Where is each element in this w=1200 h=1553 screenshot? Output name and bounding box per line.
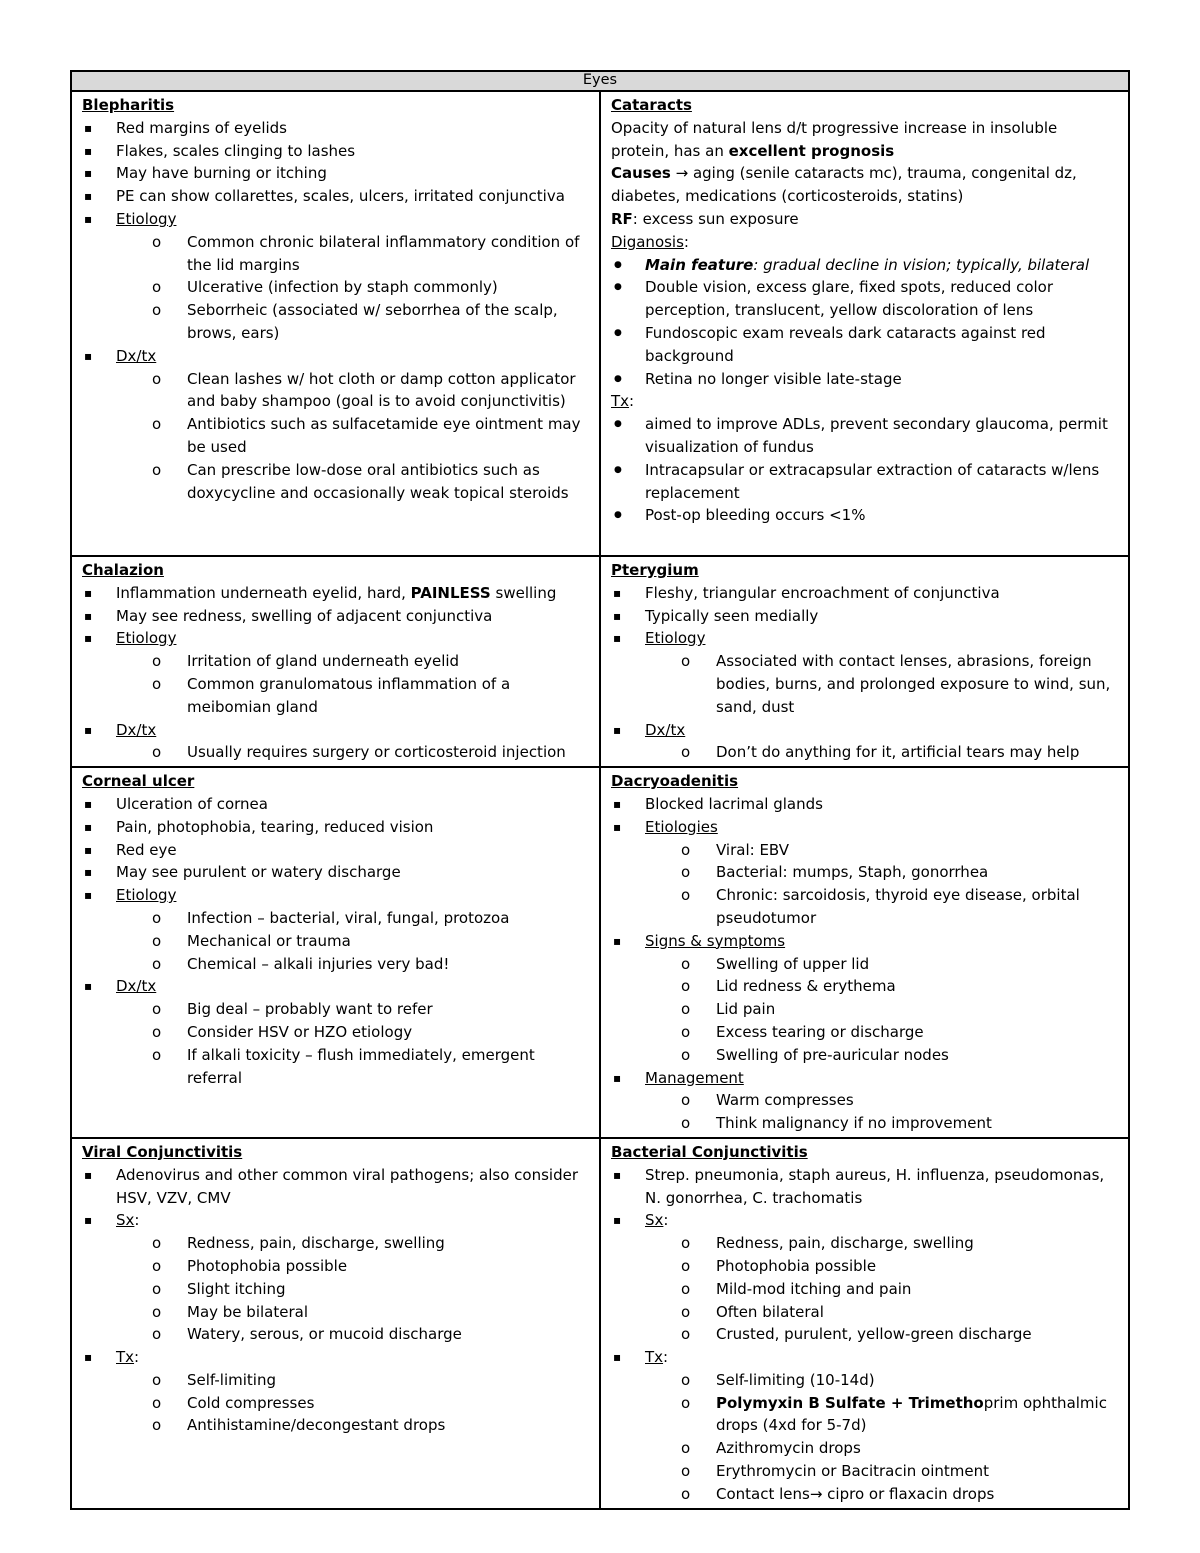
bacterial-conjunctivitis-cell [600, 1138, 1129, 1509]
sub-list-item: o Excess tearing or discharge [611, 1021, 1118, 1044]
sub-list-item: o If alkali toxicity – flush immediately, emergent referral [82, 1044, 589, 1090]
sx-label: Sx [116, 1211, 135, 1230]
sub-list-item: o Swelling of upper lid [611, 953, 1118, 976]
list-item: ● Intracapsular or extracapsular extraction of cataracts w/lens replacement [611, 459, 1118, 505]
viral-conjunctivitis-cell [71, 1138, 600, 1509]
list-item [611, 816, 1118, 839]
list-item [82, 719, 589, 742]
diagnosis-label: Diganosis [611, 232, 684, 251]
tx-label: Tx [645, 1348, 664, 1367]
etiology-label: Etiology [116, 629, 177, 648]
list-item: ▪ Typically seen medially [611, 605, 1118, 628]
sub-list-item: o Irritation of gland underneath eyelid [82, 650, 589, 673]
bacterial-conjunctivitis-title: Bacterial Conjunctivitis [611, 1142, 808, 1161]
list-item: ▪ Flakes, scales clinging to lashes [82, 140, 589, 163]
main-feature-text: : gradual decline in vision; typically, bilateral [753, 255, 1090, 274]
sub-list-item: o Crusted, purulent, yellow-green discharge [611, 1323, 1118, 1346]
sub-list-item: o Swelling of pre-auricular nodes [611, 1044, 1118, 1067]
main-feature-label: Main feature [645, 255, 754, 274]
list-item [82, 975, 589, 998]
list-item: ▪ Blocked lacrimal glands [611, 793, 1118, 816]
list-item: ▪ Ulceration of cornea [82, 793, 589, 816]
etiology-label: Etiology [116, 886, 177, 905]
sub-list-item: o Common granulomatous inflammation of a meibomian gland [82, 673, 589, 719]
list-item: ▪ PE can show collarettes, scales, ulcers, irritated conjunctiva [82, 185, 589, 208]
dacryoadenitis-cell [600, 767, 1129, 1138]
causes-label: Causes [611, 164, 671, 183]
sub-list-item: o Lid redness & erythema [611, 975, 1118, 998]
sub-list-item: o Viral: EBV [611, 839, 1118, 862]
signs-symptoms-label: Signs & symptoms [645, 931, 786, 950]
sub-list-item: o Lid pain [611, 998, 1118, 1021]
etiology-label: Etiology [116, 209, 177, 228]
rf-text: : excess sun exposure [632, 209, 799, 228]
viral-conjunctivitis-title: Viral Conjunctivitis [82, 1142, 243, 1161]
chalazion-title: Chalazion [82, 561, 164, 579]
cataracts-diagnosis-label: Diganosis: [611, 232, 689, 251]
plus-sign: + [885, 1393, 909, 1412]
list-item: ▪ Sx: [611, 1209, 1118, 1232]
sub-list-item: o Self-limiting [82, 1369, 589, 1392]
dxtx-label: Dx/tx [116, 346, 157, 365]
cataracts-cell [600, 91, 1129, 556]
list-item [82, 345, 589, 368]
sub-list-item: o Redness, pain, discharge, swelling [611, 1232, 1118, 1255]
list-item: ● Double vision, excess glare, fixed spots, reduced color perception, translucent, yellow discoloration of lens [611, 276, 1118, 322]
list-item [611, 627, 1118, 650]
sx-label: Sx [645, 1211, 664, 1230]
sub-list-item: o Mechanical or trauma [82, 930, 589, 953]
list-item: ▪ Tx: [611, 1346, 1118, 1369]
sub-list-item: o Don’t do anything for it, artificial tears may help [611, 741, 1118, 764]
intro-text: Opacity of natural lens d/t progressive increase in insoluble protein, has an [611, 118, 1058, 160]
dxtx-label: Dx/tx [116, 977, 157, 996]
sub-list-item: o Photophobia possible [82, 1255, 589, 1278]
causes-text: → aging (senile cataracts mc), trauma, congenital dz, diabetes, medications (corticosteroids, statins) [611, 164, 1077, 206]
drug-name-bold: Trimetho [908, 1393, 984, 1412]
cataracts-rf [611, 208, 1118, 231]
list-item: ● Retina no longer visible late-stage [611, 368, 1118, 391]
sub-list-item: o Common chronic bilateral inflammatory condition of the lid margins [82, 231, 589, 277]
list-item: ● aimed to improve ADLs, prevent secondary glaucoma, permit visualization of fundus [611, 413, 1118, 459]
item-text: Inflammation underneath eyelid, hard, [116, 583, 411, 602]
drug-name-bold: Polymyxin B Sulfate [716, 1393, 886, 1412]
sub-list-item: o Bacterial: mumps, Staph, gonorrhea [611, 861, 1118, 884]
list-item [82, 884, 589, 907]
list-item [82, 208, 589, 231]
list-item: ▪ Adenovirus and other common viral pathogens; also consider HSV, VZV, CMV [82, 1164, 589, 1210]
chalazion-cell [71, 556, 600, 767]
sub-list-item: o Chronic: sarcoidosis, thyroid eye disease, orbital pseudotumor [611, 884, 1118, 930]
sub-list-item: o Often bilateral [611, 1301, 1118, 1324]
list-item: ▪ May have burning or itching [82, 162, 589, 185]
list-item [611, 1067, 1118, 1090]
pterygium-title: Pterygium [611, 561, 699, 579]
sub-list-item: o Contact lens→ cipro or flaxacin drops [611, 1483, 1118, 1506]
list-item: ▪ Pain, photophobia, tearing, reduced vision [82, 816, 589, 839]
sub-list-item: o Ulcerative (infection by staph commonly) [82, 276, 589, 299]
sub-list-item: o Azithromycin drops [611, 1437, 1118, 1460]
item-text: swelling [490, 583, 557, 602]
sub-list-item [611, 1392, 1118, 1438]
list-item [611, 719, 1118, 742]
table-title: Eyes [71, 71, 1129, 91]
list-item [82, 582, 589, 605]
sub-list-item: o Redness, pain, discharge, swelling [82, 1232, 589, 1255]
blepharitis-title: Blepharitis [82, 96, 175, 114]
sub-list-item: o Cold compresses [82, 1392, 589, 1415]
painless-bold: PAINLESS [410, 583, 491, 602]
list-item [611, 930, 1118, 953]
sub-list-item: o May be bilateral [82, 1301, 589, 1324]
sub-list-item: o Seborrheic (associated w/ seborrhea of the scalp, brows, ears) [82, 299, 589, 345]
list-item: ● Post-op bleeding occurs <1% [611, 504, 1118, 527]
corneal-ulcer-title: Corneal ulcer [82, 772, 195, 791]
sub-list-item: o Antihistamine/decongestant drops [82, 1414, 589, 1437]
sub-list-item: o Consider HSV or HZO etiology [82, 1021, 589, 1044]
list-item: ● Fundoscopic exam reveals dark cataracts against red background [611, 322, 1118, 368]
sub-list-item: o Mild-mod itching and pain [611, 1278, 1118, 1301]
list-item: ▪ Tx: [82, 1346, 589, 1369]
sub-list-item: o Erythromycin or Bacitracin ointment [611, 1460, 1118, 1483]
list-item: ▪ Red margins of eyelids [82, 117, 589, 140]
sub-list-item: o Photophobia possible [611, 1255, 1118, 1278]
list-item: ▪ Red eye [82, 839, 589, 862]
list-item: ▪ Fleshy, triangular encroachment of conjunctiva [611, 582, 1118, 605]
cataracts-causes [611, 162, 1118, 208]
dxtx-label: Dx/tx [645, 720, 686, 739]
tx-label: Tx [116, 1348, 135, 1367]
list-item [82, 627, 589, 650]
intro-bold: excellent prognosis [728, 141, 895, 160]
sub-list-item: o Warm compresses [611, 1089, 1118, 1112]
sub-list-item: o Think malignancy if no improvement [611, 1112, 1118, 1135]
blepharitis-cell [71, 91, 600, 556]
sub-list-item: o Chemical – alkali injuries very bad! [82, 953, 589, 976]
sub-list-item: o Associated with contact lenses, abrasions, foreign bodies, burns, and prolonged exposure to wind, sun, sand, dust [611, 650, 1118, 718]
tx-label: Tx [611, 392, 630, 411]
list-item: ▪ May see redness, swelling of adjacent conjunctiva [82, 605, 589, 628]
list-item: ▪ Strep. pneumonia, staph aureus, H. influenza, pseudomonas, N. gonorrhea, C. trachomatis [611, 1164, 1118, 1210]
sub-list-item: o Usually requires surgery or corticosteroid injection [82, 741, 589, 764]
eyes-table [70, 70, 1130, 1510]
sub-list-item: o Can prescribe low-dose oral antibiotics such as doxycycline and occasionally weak topical steroids [82, 459, 589, 505]
sub-list-item: o Infection – bacterial, viral, fungal, protozoa [82, 907, 589, 930]
sub-list-item: o Big deal – probably want to refer [82, 998, 589, 1021]
cataracts-intro [611, 117, 1118, 163]
etiology-label: Etiology [645, 629, 706, 648]
list-item: ▪ Sx: [82, 1209, 589, 1232]
cataracts-tx-label: Tx: [611, 392, 635, 411]
list-item: ▪ May see purulent or watery discharge [82, 861, 589, 884]
management-label: Management [645, 1068, 744, 1087]
drug-detail: prim ophthalmic drops (4xd for 5-7d) [716, 1393, 1107, 1435]
list-item [611, 254, 1118, 277]
pterygium-cell [600, 556, 1129, 767]
etiologies-label: Etiologies [645, 817, 718, 836]
sub-list-item: o Clean lashes w/ hot cloth or damp cotton applicator and baby shampoo (goal is to avoid conjunctivitis) [82, 368, 589, 414]
sub-list-item: o Self-limiting (10-14d) [611, 1369, 1118, 1392]
corneal-ulcer-cell [71, 767, 600, 1138]
sub-list-item: o Slight itching [82, 1278, 589, 1301]
sub-list-item: o Antibiotics such as sulfacetamide eye ointment may be used [82, 413, 589, 459]
rf-label: RF [611, 209, 633, 228]
cataracts-title: Cataracts [611, 96, 692, 114]
dacryoadenitis-title: Dacryoadenitis [611, 772, 739, 791]
dxtx-label: Dx/tx [116, 720, 157, 739]
sub-list-item: o Watery, serous, or mucoid discharge [82, 1323, 589, 1346]
